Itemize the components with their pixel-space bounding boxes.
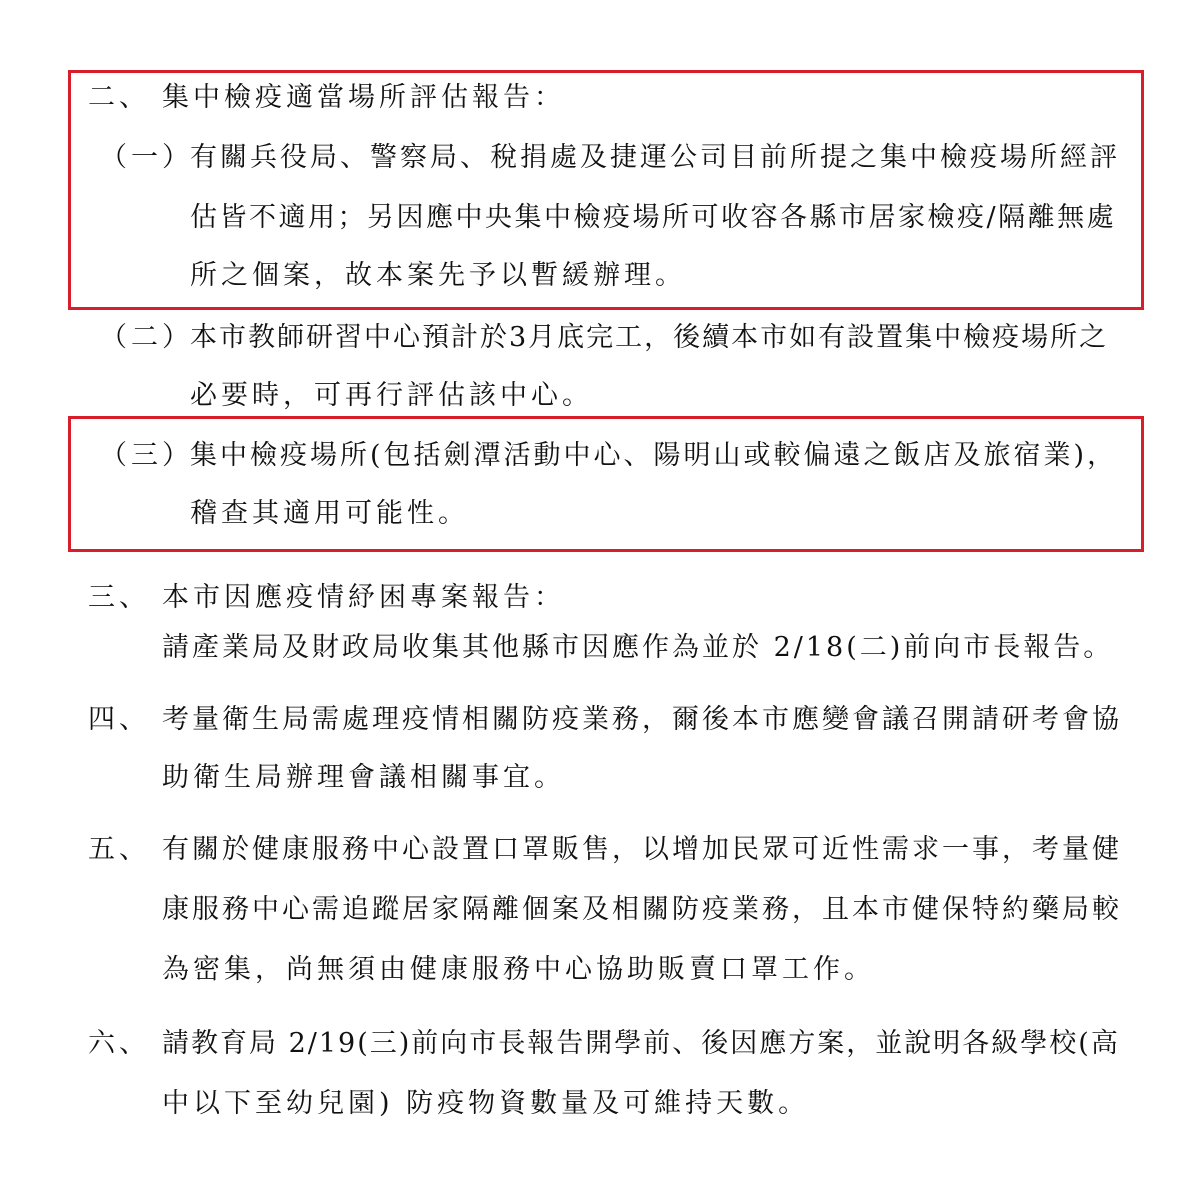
item-4-line-2: 助衛生局辦理會議相關事宜。 bbox=[162, 762, 565, 793]
subitem-2-line-1: 本市教師研習中心預計於3月底完工，後續本市如有設置集中檢疫場所之 bbox=[190, 322, 1109, 353]
subitem-3-line-1: 集中檢疫場所(包括劍潭活動中心、陽明山或較偏遠之飯店及旅宿業)， bbox=[190, 440, 1118, 471]
item-3-line-1: 本市因應疫情紓困專案報告： bbox=[162, 582, 565, 613]
item-5-number: 五、 bbox=[88, 834, 150, 865]
item-6-number: 六、 bbox=[88, 1028, 150, 1059]
item-4-number: 四、 bbox=[88, 704, 150, 735]
item-3-line-2: 請產業局及財政局收集其他縣市因應作為並於 2/18(二)前向市長報告。 bbox=[162, 632, 1114, 663]
subitem-2-line-2: 必要時，可再行評估該中心。 bbox=[190, 380, 593, 411]
item-4-line-1: 考量衛生局需處理疫情相關防疫業務，爾後本市應變會議召開請研考會協 bbox=[162, 704, 1122, 735]
item-6-line-2: 中以下至幼兒園) 防疫物資數量及可維持天數。 bbox=[162, 1088, 810, 1119]
item-5-line-3: 為密集，尚無須由健康服務中心協助販賣口罩工作。 bbox=[162, 954, 875, 985]
subitem-2-number: （二） bbox=[100, 322, 193, 353]
item-6-line-1: 請教育局 2/19(三)前向市長報告開學前、後因應方案，並說明各級學校(高 bbox=[162, 1028, 1120, 1059]
item-2-title: 集中檢疫適當場所評估報告： bbox=[162, 82, 565, 113]
item-5-line-2: 康服務中心需追蹤居家隔離個案及相關防疫業務，且本市健保特約藥局較 bbox=[162, 894, 1122, 925]
item-3-number: 三、 bbox=[88, 582, 150, 613]
item-2-number: 二、 bbox=[88, 82, 150, 113]
subitem-3-number: （三） bbox=[100, 440, 193, 471]
subitem-3-line-2: 稽查其適用可能性。 bbox=[190, 498, 469, 529]
subitem-1-line-3: 所之個案，故本案先予以暫緩辦理。 bbox=[190, 260, 686, 291]
item-5-line-1: 有關於健康服務中心設置口罩販售，以增加民眾可近性需求一事，考量健 bbox=[162, 834, 1122, 865]
subitem-1-line-2: 估皆不適用；另因應中央集中檢疫場所可收容各縣市居家檢疫/隔離無處 bbox=[190, 202, 1117, 233]
subitem-1-number: （一） bbox=[100, 142, 193, 173]
subitem-1-line-1: 有關兵役局、警察局、稅捐處及捷運公司目前所提之集中檢疫場所經評 bbox=[190, 142, 1120, 173]
